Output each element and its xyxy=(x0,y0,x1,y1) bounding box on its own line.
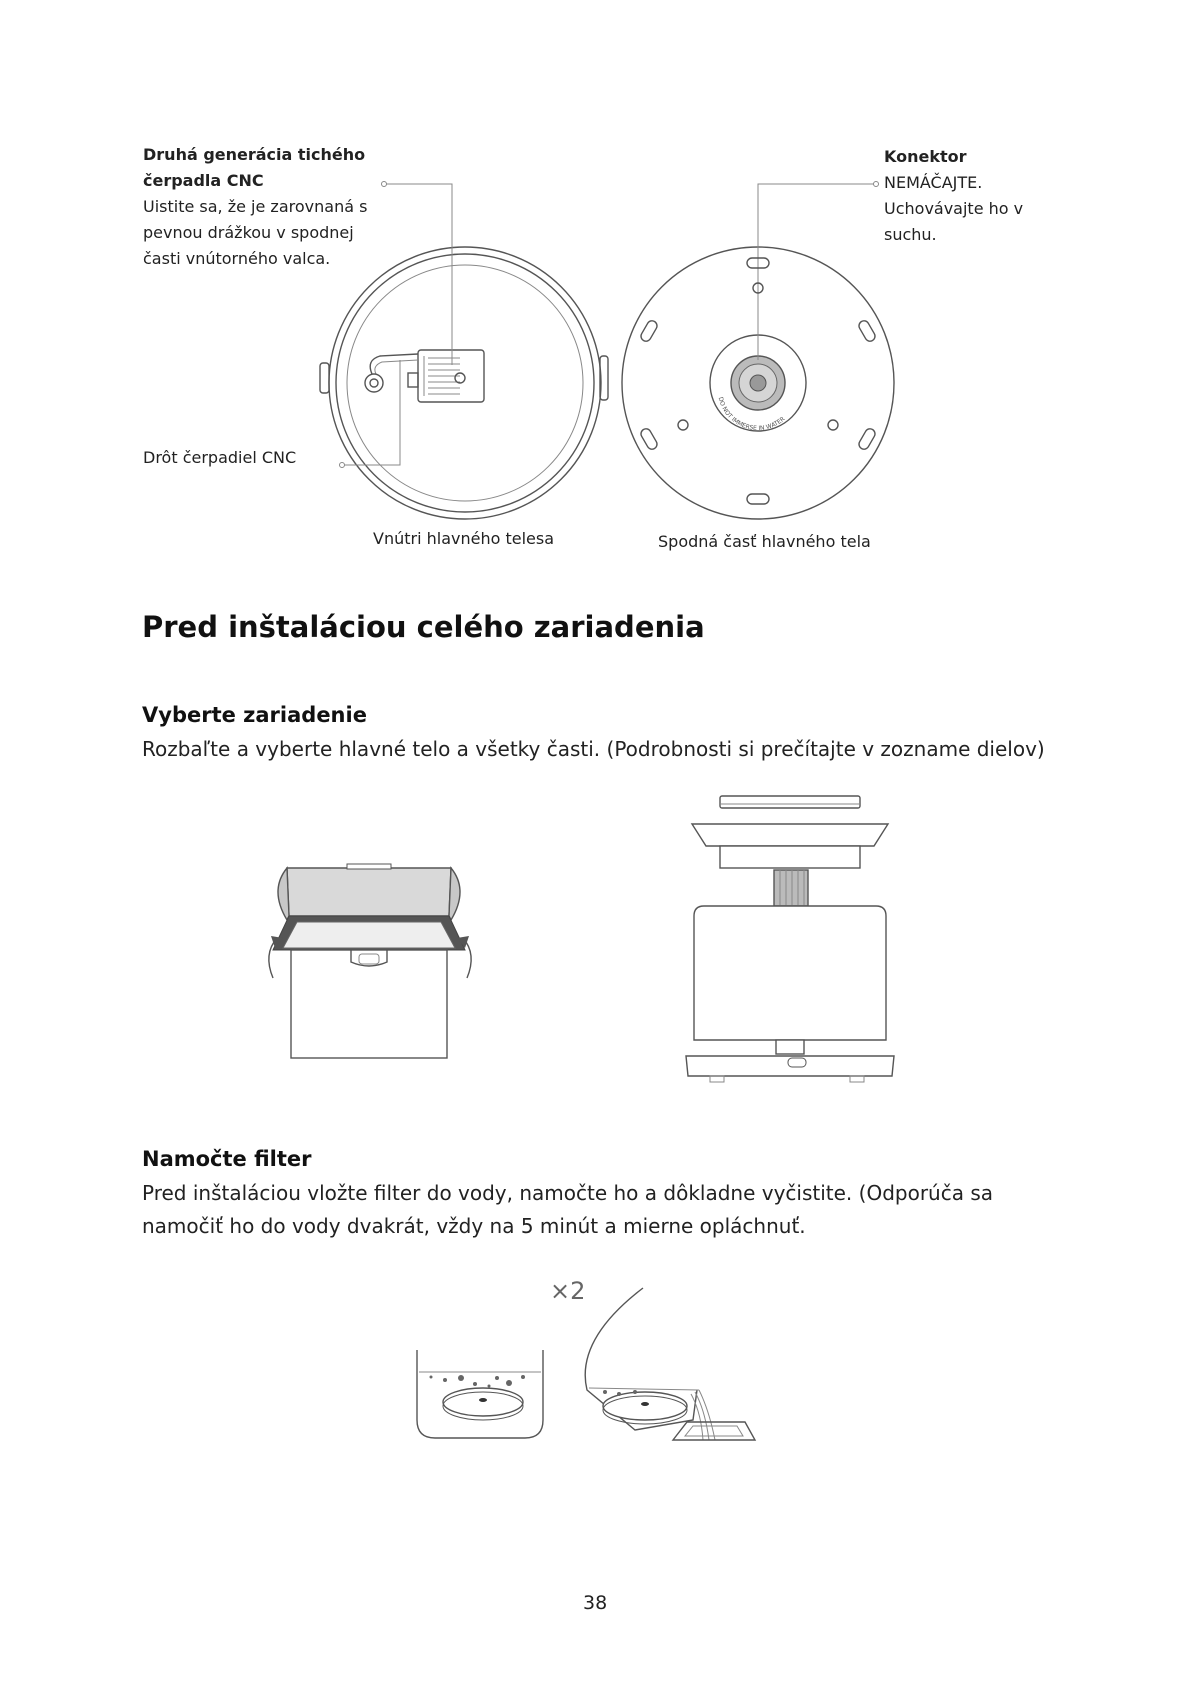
bottom-body-caption: Spodná časť hlavného tela xyxy=(658,532,871,551)
step2-text: Pred inštaláciou vložte filter do vody, namočte ho a dôkladne vyčistite. (Odporúča sa namočiť ho do vody dvakrát, vždy na 5 minút a mierne opláchnuť. xyxy=(142,1181,994,1238)
connector-callout-title: Konektor xyxy=(884,147,967,166)
pump-callout-title: Druhá generácia tichého čerpadla CNC xyxy=(143,145,366,190)
connector-callout xyxy=(884,144,1044,248)
step2-title: Namočte filter xyxy=(142,1147,312,1171)
section-title: Pred inštaláciou celého zariadenia xyxy=(142,610,705,644)
bottom-body-diagram xyxy=(610,170,900,530)
pump-callout-desc: Uistite sa, že je zarovnaná s pevnou drážkou v spodnej časti vnútorného valca. xyxy=(143,197,368,268)
repeat-label: ×2 xyxy=(550,1277,586,1305)
soak-filter-illustration xyxy=(405,1280,805,1450)
open-box-illustration xyxy=(255,850,485,1070)
device-parts-illustration xyxy=(680,790,900,1090)
inside-body-caption: Vnútri hlavného telesa xyxy=(373,529,555,548)
inside-body-diagram xyxy=(300,170,630,530)
bottom-ring-text: DO NOT IMMERSE IN WATER xyxy=(716,396,787,433)
wire-callout: Drôt čerpadiel CNC xyxy=(143,448,297,467)
step1-title: Vyberte zariadenie xyxy=(142,703,367,727)
page-number: 38 xyxy=(583,1592,608,1614)
connector-callout-desc: NEMÁČAJTE. Uchovávajte ho v suchu. xyxy=(884,173,1024,244)
step1-text: Rozbaľte a vyberte hlavné telo a všetky časti. (Podrobnosti si prečítajte v zozname dielov) xyxy=(142,737,1045,761)
